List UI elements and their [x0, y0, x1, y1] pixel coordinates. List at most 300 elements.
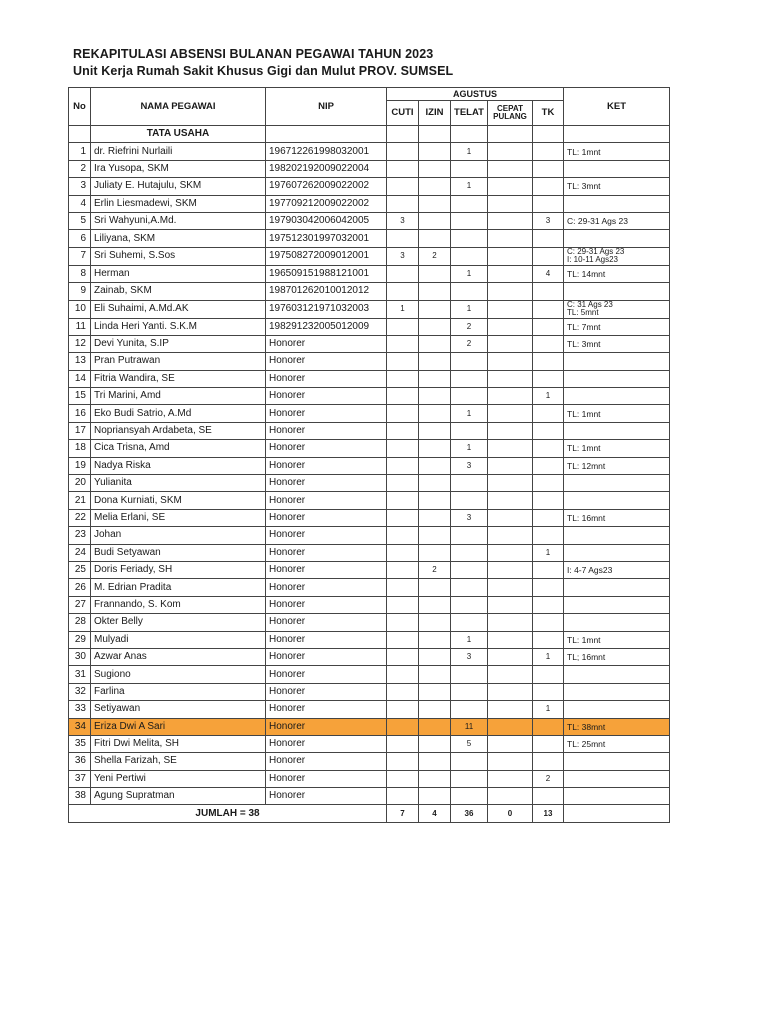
cell-telat	[451, 422, 488, 439]
cell-tk	[533, 735, 564, 752]
cell-cuti	[387, 666, 419, 683]
cell-cuti	[387, 753, 419, 770]
cell-cuti	[387, 353, 419, 370]
cell-nama: Dona Kurniati, SKM	[91, 492, 266, 509]
cell-nip: Honorer	[266, 718, 387, 735]
table-row	[69, 457, 670, 474]
col-header-cepat-pulang: CEPAT PULANG	[488, 101, 533, 126]
cell-izin	[419, 701, 451, 718]
cell-nama: Doris Feriady, SH	[91, 561, 266, 578]
cell-nip: Honorer	[266, 440, 387, 457]
cell-cuti	[387, 160, 419, 177]
total-row	[69, 805, 670, 822]
cell-nama: Sri Wahyuni,A.Md.	[91, 212, 266, 229]
cell-ket	[564, 440, 670, 457]
cell-no: 31	[69, 666, 91, 683]
cell-cepat-pulang	[488, 405, 533, 422]
cell-no: 1	[69, 143, 91, 160]
cell-nip: 197903042006042005	[266, 212, 387, 229]
table-row	[69, 596, 670, 613]
cell-tk	[533, 666, 564, 683]
ket-line: TL: 1mnt	[567, 146, 601, 157]
cell-izin	[419, 718, 451, 735]
cell-izin	[419, 318, 451, 335]
cell-no: 37	[69, 770, 91, 787]
cell-nama: Nopriansyah Ardabeta, SE	[91, 422, 266, 439]
cell-ket	[564, 388, 670, 405]
cell-izin	[419, 735, 451, 752]
cell-nip: 198291232005012009	[266, 318, 387, 335]
cell-nama: Farlina	[91, 683, 266, 700]
cell-izin	[419, 195, 451, 212]
cell-cuti	[387, 475, 419, 492]
cell-nip: Honorer	[266, 335, 387, 352]
cell-cepat-pulang	[488, 230, 533, 247]
cell-tk	[533, 579, 564, 596]
cell-telat: 1	[451, 300, 488, 318]
cell-izin	[419, 475, 451, 492]
cell-cuti	[387, 143, 419, 160]
cell-nip: Honorer	[266, 631, 387, 648]
cell-nama: Sugiono	[91, 666, 266, 683]
cell-cuti	[387, 683, 419, 700]
section-empty-cell	[488, 126, 533, 143]
cell-izin: 2	[419, 247, 451, 265]
table-row	[69, 160, 670, 177]
cell-izin	[419, 265, 451, 282]
cell-nama: Setiyawan	[91, 701, 266, 718]
cell-telat: 2	[451, 335, 488, 352]
col-header-tk: TK	[533, 101, 564, 126]
cell-nama: Ira Yusopa, SKM	[91, 160, 266, 177]
ket-line: C: 29-31 Ags 23	[567, 216, 628, 227]
col-header-telat: TELAT	[451, 101, 488, 126]
cell-izin	[419, 788, 451, 805]
cell-tk: 1	[533, 648, 564, 665]
cell-telat	[451, 492, 488, 509]
cell-ket	[564, 770, 670, 787]
cell-ket	[564, 735, 670, 752]
col-header-izin: IZIN	[419, 101, 451, 126]
cell-no: 16	[69, 405, 91, 422]
table-row	[69, 178, 670, 195]
cell-nama: Shella Farizah, SE	[91, 753, 266, 770]
table-row	[69, 283, 670, 300]
total-cepat-pulang: 0	[488, 805, 533, 822]
cell-izin	[419, 579, 451, 596]
cell-cuti	[387, 370, 419, 387]
cell-nama: Zainab, SKM	[91, 283, 266, 300]
cell-izin	[419, 544, 451, 561]
table-row	[69, 648, 670, 665]
cell-izin	[419, 143, 451, 160]
cell-ket	[564, 666, 670, 683]
cell-cepat-pulang	[488, 422, 533, 439]
table-row	[69, 666, 670, 683]
cell-nip: 198202192009022004	[266, 160, 387, 177]
cell-cepat-pulang	[488, 318, 533, 335]
table-row	[69, 388, 670, 405]
cell-cepat-pulang	[488, 212, 533, 229]
table-row	[69, 247, 670, 265]
cell-no: 23	[69, 527, 91, 544]
cell-cepat-pulang	[488, 648, 533, 665]
cell-cuti	[387, 457, 419, 474]
cell-tk	[533, 753, 564, 770]
cell-no: 28	[69, 614, 91, 631]
cell-no: 17	[69, 422, 91, 439]
col-header-ket: KET	[564, 88, 670, 126]
cell-nama: Cica Trisna, Amd	[91, 440, 266, 457]
table-row	[69, 492, 670, 509]
cell-cepat-pulang	[488, 265, 533, 282]
table-row	[69, 265, 670, 282]
table-row	[69, 579, 670, 596]
cell-nama: Devi Yunita, S.IP	[91, 335, 266, 352]
cell-nama: Herman	[91, 265, 266, 282]
cell-tk	[533, 195, 564, 212]
cell-no: 35	[69, 735, 91, 752]
cell-izin	[419, 300, 451, 318]
cell-cepat-pulang	[488, 300, 533, 318]
cell-cuti	[387, 283, 419, 300]
cell-nip: Honorer	[266, 388, 387, 405]
cell-cuti	[387, 509, 419, 526]
total-izin: 4	[419, 805, 451, 822]
cell-nama: Nadya Riska	[91, 457, 266, 474]
ket-line: TL; 16mnt	[567, 652, 606, 663]
cell-cuti: 3	[387, 212, 419, 229]
cell-ket	[564, 230, 670, 247]
table-row	[69, 335, 670, 352]
cell-nip: Honorer	[266, 405, 387, 422]
cell-cepat-pulang	[488, 544, 533, 561]
cell-no: 9	[69, 283, 91, 300]
table-row	[69, 683, 670, 700]
cell-tk	[533, 718, 564, 735]
cell-telat	[451, 596, 488, 613]
cell-telat	[451, 544, 488, 561]
cell-nip: Honorer	[266, 753, 387, 770]
cell-nip: 197607262009022002	[266, 178, 387, 195]
table-row	[69, 544, 670, 561]
cell-nama: M. Edrian Pradita	[91, 579, 266, 596]
cell-nip: Honorer	[266, 509, 387, 526]
cell-izin	[419, 457, 451, 474]
cell-no: 32	[69, 683, 91, 700]
cell-cuti	[387, 701, 419, 718]
total-cuti: 7	[387, 805, 419, 822]
total-tk: 13	[533, 805, 564, 822]
ket-line: TL: 25mnt	[567, 739, 606, 750]
cell-cepat-pulang	[488, 247, 533, 265]
ket-line: TL: 5mnt	[567, 308, 599, 318]
cell-cepat-pulang	[488, 160, 533, 177]
cell-tk: 4	[533, 265, 564, 282]
cell-no: 27	[69, 596, 91, 613]
cell-ket	[564, 422, 670, 439]
cell-telat	[451, 247, 488, 265]
ket-line: I: 4-7 Ags23	[567, 565, 613, 576]
cell-ket	[564, 631, 670, 648]
cell-no: 29	[69, 631, 91, 648]
cell-tk	[533, 561, 564, 578]
cell-cepat-pulang	[488, 353, 533, 370]
cell-cuti	[387, 648, 419, 665]
cell-nama: Tri Marini, Amd	[91, 388, 266, 405]
cell-tk	[533, 335, 564, 352]
cell-ket	[564, 788, 670, 805]
ket-line: TL: 38mnt	[567, 721, 606, 732]
ket-line: TL: 1mnt	[567, 443, 601, 454]
cell-izin	[419, 753, 451, 770]
cell-no: 24	[69, 544, 91, 561]
cell-tk	[533, 788, 564, 805]
section-empty-cell	[533, 126, 564, 143]
cell-tk	[533, 509, 564, 526]
cell-telat	[451, 770, 488, 787]
table-row	[69, 300, 670, 318]
cell-izin	[419, 666, 451, 683]
cell-cepat-pulang	[488, 457, 533, 474]
cell-cuti	[387, 422, 419, 439]
cell-tk	[533, 596, 564, 613]
cell-tk	[533, 370, 564, 387]
cell-ket	[564, 405, 670, 422]
cell-cepat-pulang	[488, 701, 533, 718]
cell-cepat-pulang	[488, 753, 533, 770]
cell-no: 22	[69, 509, 91, 526]
table-row	[69, 701, 670, 718]
cell-no: 10	[69, 300, 91, 318]
section-empty-cell	[419, 126, 451, 143]
cell-ket	[564, 614, 670, 631]
cell-nama: Azwar Anas	[91, 648, 266, 665]
attendance-table	[68, 87, 670, 823]
table-row	[69, 614, 670, 631]
cell-ket	[564, 265, 670, 282]
cell-nama: Mulyadi	[91, 631, 266, 648]
cell-izin	[419, 648, 451, 665]
cell-izin	[419, 509, 451, 526]
cell-izin	[419, 631, 451, 648]
cell-no: 12	[69, 335, 91, 352]
cell-nip: Honorer	[266, 579, 387, 596]
document-header	[73, 46, 453, 79]
cell-cuti	[387, 770, 419, 787]
cell-nama: Yulianita	[91, 475, 266, 492]
cell-ket	[564, 579, 670, 596]
cell-no: 5	[69, 212, 91, 229]
cell-izin	[419, 178, 451, 195]
cell-nip: 198701262010012012	[266, 283, 387, 300]
cell-nama: Eriza Dwi A Sari	[91, 718, 266, 735]
cell-telat: 2	[451, 318, 488, 335]
cell-izin	[419, 212, 451, 229]
cell-tk	[533, 422, 564, 439]
ket-line: TL: 3mnt	[567, 339, 601, 350]
cell-tk	[533, 143, 564, 160]
cell-cuti	[387, 492, 419, 509]
section-label: TATA USAHA	[91, 126, 266, 143]
cell-tk: 1	[533, 701, 564, 718]
table-row	[69, 475, 670, 492]
cell-telat	[451, 160, 488, 177]
cell-cuti	[387, 405, 419, 422]
cell-ket	[564, 283, 670, 300]
col-header-month: AGUSTUS	[387, 88, 564, 101]
cell-no: 26	[69, 579, 91, 596]
cell-cepat-pulang	[488, 335, 533, 352]
cell-izin	[419, 527, 451, 544]
cell-cepat-pulang	[488, 683, 533, 700]
cell-telat	[451, 614, 488, 631]
cell-cuti	[387, 735, 419, 752]
cell-telat: 3	[451, 648, 488, 665]
cell-nip: Honorer	[266, 614, 387, 631]
col-header-nip: NIP	[266, 88, 387, 126]
ket-line: C: 31 Ags 23	[567, 300, 613, 309]
cell-nip: Honorer	[266, 492, 387, 509]
ket-line: TL: 7mnt	[567, 321, 601, 332]
cell-cuti	[387, 265, 419, 282]
cell-cepat-pulang	[488, 178, 533, 195]
document-title: REKAPITULASI ABSENSI BULANAN PEGAWAI TAHUN 2023	[73, 47, 434, 61]
cell-tk	[533, 457, 564, 474]
cell-cepat-pulang	[488, 735, 533, 752]
cell-ket	[564, 683, 670, 700]
cell-nama: Liliyana, SKM	[91, 230, 266, 247]
cell-tk	[533, 353, 564, 370]
cell-telat: 3	[451, 457, 488, 474]
cell-tk	[533, 492, 564, 509]
cell-tk	[533, 230, 564, 247]
cell-cepat-pulang	[488, 596, 533, 613]
cell-izin	[419, 335, 451, 352]
cell-no: 21	[69, 492, 91, 509]
cell-tk	[533, 614, 564, 631]
cell-tk	[533, 318, 564, 335]
cell-nip: 197512301997032001	[266, 230, 387, 247]
cell-nama: Sri Suhemi, S.Sos	[91, 247, 266, 265]
cell-ket	[564, 492, 670, 509]
section-row	[69, 126, 670, 143]
cell-telat	[451, 353, 488, 370]
cell-nip: Honorer	[266, 544, 387, 561]
cell-cuti	[387, 596, 419, 613]
cell-ket	[564, 160, 670, 177]
section-empty-cell	[266, 126, 387, 143]
cell-izin	[419, 770, 451, 787]
cell-nama: dr. Riefrini Nurlaili	[91, 143, 266, 160]
cell-tk	[533, 300, 564, 318]
cell-nama: Pran Putrawan	[91, 353, 266, 370]
cell-nip: 196509151988121001	[266, 265, 387, 282]
cell-nip: Honorer	[266, 475, 387, 492]
col-header-cuti: CUTI	[387, 101, 419, 126]
cell-no: 25	[69, 561, 91, 578]
cell-nama: Fitria Wandira, SE	[91, 370, 266, 387]
cell-nip: Honorer	[266, 648, 387, 665]
cell-nip: 197508272009012001	[266, 247, 387, 265]
ket-line: TL: 1mnt	[567, 408, 601, 419]
cell-no: 33	[69, 701, 91, 718]
cell-nip: Honorer	[266, 561, 387, 578]
table-row	[69, 370, 670, 387]
cell-ket	[564, 300, 670, 318]
table-row	[69, 440, 670, 457]
cell-cuti	[387, 561, 419, 578]
cell-tk	[533, 440, 564, 457]
cell-izin	[419, 422, 451, 439]
cell-cepat-pulang	[488, 492, 533, 509]
cell-nip: Honorer	[266, 666, 387, 683]
cell-cuti	[387, 527, 419, 544]
total-telat: 36	[451, 805, 488, 822]
cell-cepat-pulang	[488, 143, 533, 160]
cell-telat	[451, 527, 488, 544]
cell-no: 2	[69, 160, 91, 177]
cell-no: 20	[69, 475, 91, 492]
cell-nip: Honorer	[266, 770, 387, 787]
cell-cepat-pulang	[488, 631, 533, 648]
cell-izin	[419, 160, 451, 177]
cell-izin	[419, 683, 451, 700]
cell-telat: 11	[451, 718, 488, 735]
cell-cepat-pulang	[488, 579, 533, 596]
cell-cepat-pulang	[488, 283, 533, 300]
cell-tk	[533, 527, 564, 544]
cell-ket	[564, 648, 670, 665]
cell-nama: Fitri Dwi Melita, SH	[91, 735, 266, 752]
cell-ket	[564, 143, 670, 160]
cell-cepat-pulang	[488, 614, 533, 631]
cell-no: 18	[69, 440, 91, 457]
cell-nama: Eli Suhaimi, A.Md.AK	[91, 300, 266, 318]
cell-cuti	[387, 440, 419, 457]
cell-no: 6	[69, 230, 91, 247]
document-subtitle: Unit Kerja Rumah Sakit Khusus Gigi dan Mulut PROV. SUMSEL	[73, 64, 454, 78]
cell-telat: 1	[451, 440, 488, 457]
cell-tk: 2	[533, 770, 564, 787]
cell-ket	[564, 318, 670, 335]
cell-cuti	[387, 614, 419, 631]
cell-nama: Melia Erlani, SE	[91, 509, 266, 526]
cell-cuti	[387, 631, 419, 648]
header-row	[69, 88, 670, 101]
cell-nip: Honorer	[266, 527, 387, 544]
cell-nip: 197603121971032003	[266, 300, 387, 318]
cell-ket	[564, 178, 670, 195]
table-row	[69, 735, 670, 752]
cell-no: 8	[69, 265, 91, 282]
table-row	[69, 143, 670, 160]
cell-tk	[533, 475, 564, 492]
cell-izin	[419, 283, 451, 300]
table-row	[69, 561, 670, 578]
cell-tk	[533, 178, 564, 195]
cell-ket	[564, 596, 670, 613]
cell-nip: Honorer	[266, 683, 387, 700]
cell-no: 34	[69, 718, 91, 735]
section-empty-cell	[451, 126, 488, 143]
cell-nip: 196712261998032001	[266, 143, 387, 160]
cell-cepat-pulang	[488, 527, 533, 544]
cell-izin	[419, 492, 451, 509]
table-row	[69, 318, 670, 335]
cell-telat	[451, 283, 488, 300]
cell-cepat-pulang	[488, 509, 533, 526]
